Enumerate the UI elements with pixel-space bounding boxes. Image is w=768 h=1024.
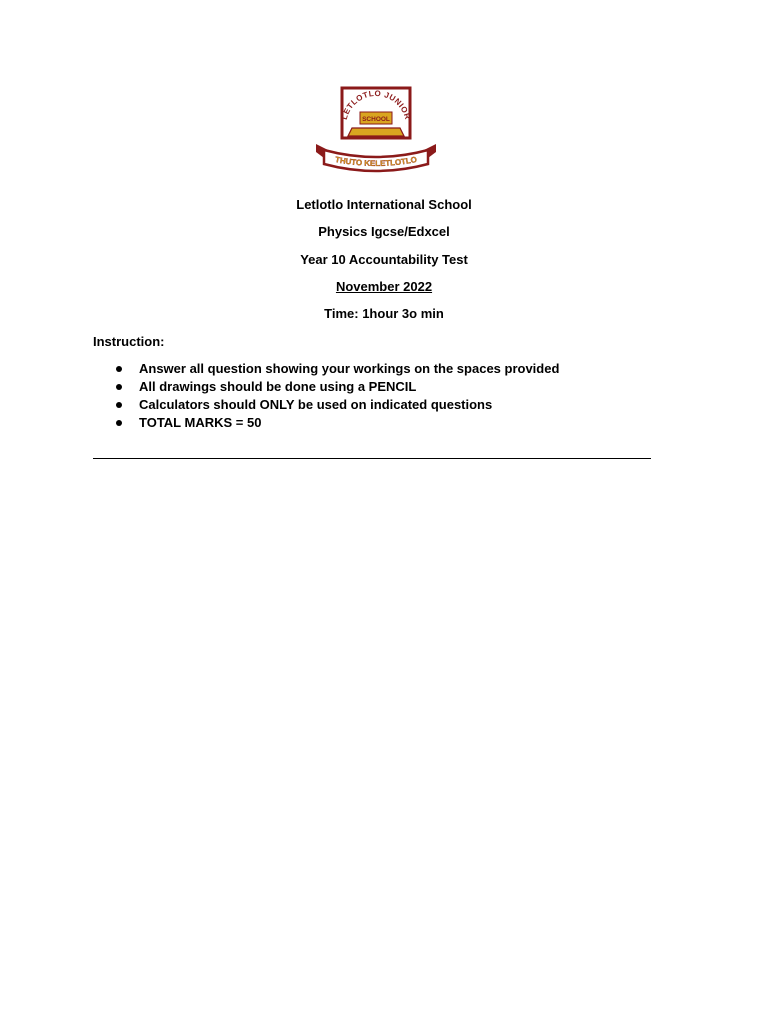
logo-center-text: SCHOOL xyxy=(362,116,390,123)
instruction-text: All drawings should be done using a PENCIL xyxy=(139,379,417,394)
school-crest-logo xyxy=(312,84,440,174)
subject-title: Physics Igcse/Edxcel xyxy=(318,224,450,239)
school-name: Letlotlo International School xyxy=(296,197,472,212)
instruction-heading: Instruction: xyxy=(93,334,165,349)
horizontal-divider xyxy=(93,458,651,459)
test-date: November 2022 xyxy=(335,279,433,294)
test-title: Year 10 Accountability Test xyxy=(300,252,468,267)
test-duration: Time: 1hour 3o min xyxy=(324,306,444,321)
logo-banner-text: THUTO KELETLOTLO xyxy=(334,155,418,169)
bullet-icon xyxy=(116,402,122,408)
test-date-line xyxy=(0,279,768,295)
instruction-text: Calculators should ONLY be used on indicated questions xyxy=(139,397,493,412)
logo-arc-text: LETLOTLO JUNIOR xyxy=(339,88,413,121)
instruction-text: Answer all question showing your workings on the spaces provided xyxy=(139,361,560,376)
instruction-text: TOTAL MARKS = 50 xyxy=(139,415,262,430)
bullet-icon xyxy=(116,366,122,372)
bullet-icon xyxy=(116,420,122,426)
bullet-icon xyxy=(116,384,122,390)
